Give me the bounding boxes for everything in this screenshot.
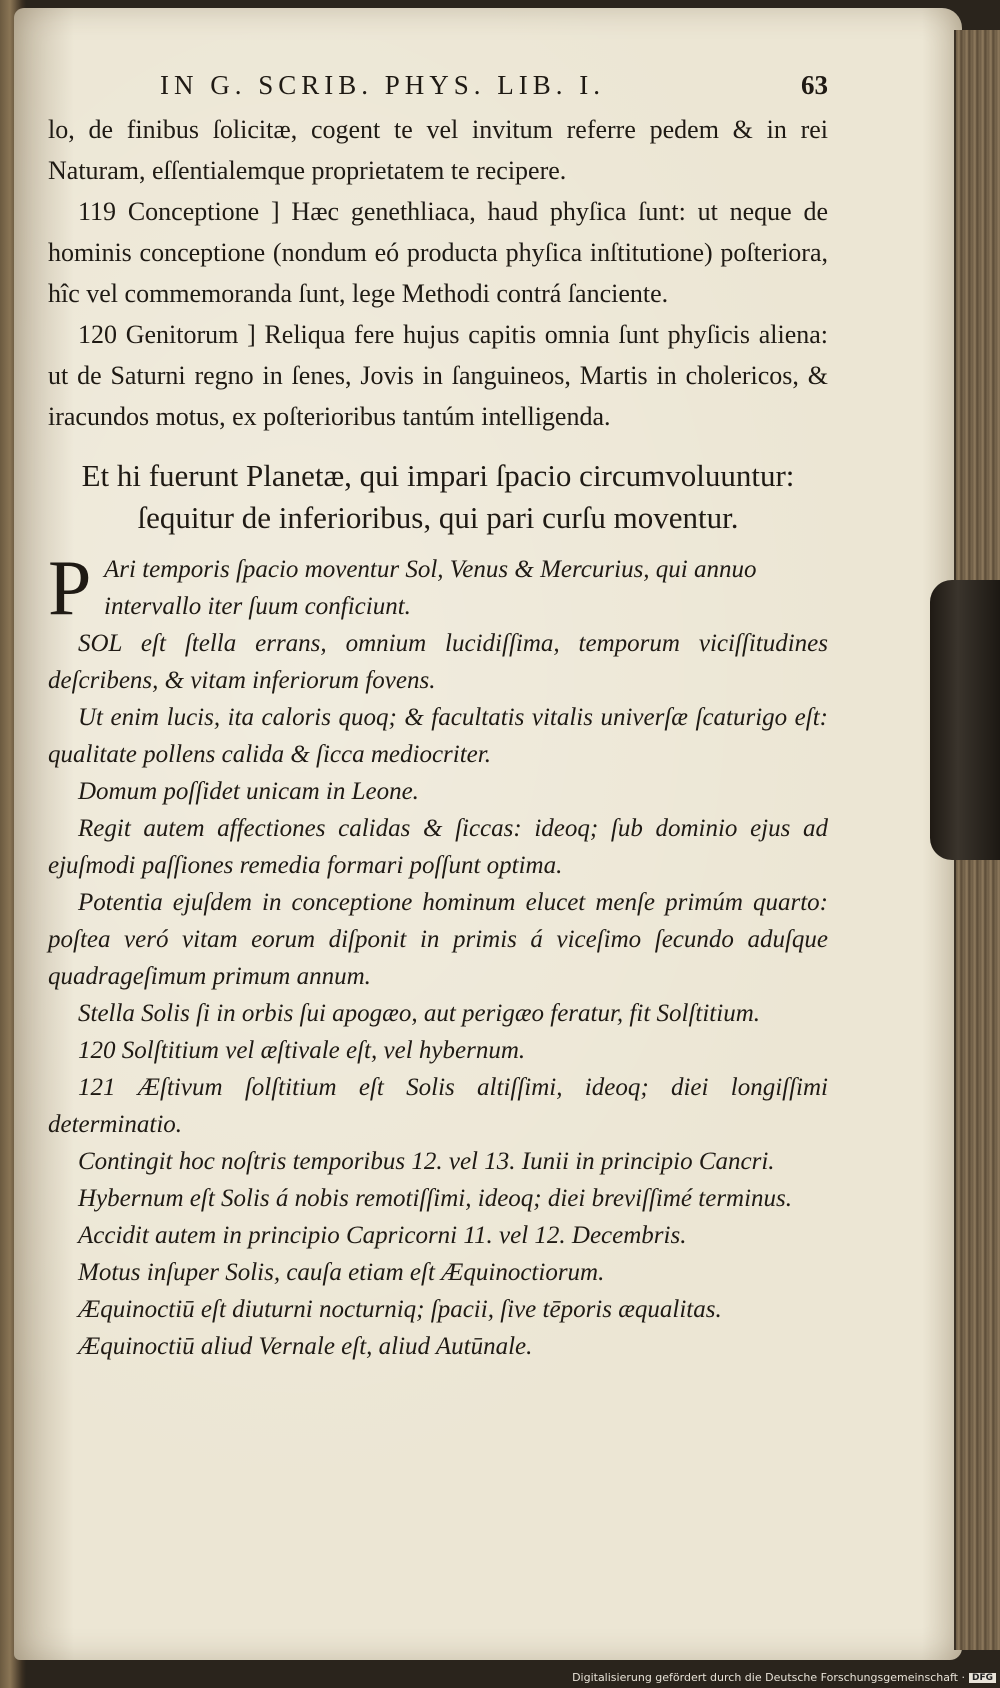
digitization-credit (572, 1671, 996, 1684)
drop-cap: P (48, 544, 92, 631)
paragraph-16: Motus inſuper Solis, cauſa etiam eſt Æquinoctiorum. (78, 1259, 605, 1286)
paragraph-10: Stella Solis ſi in orbis ſui apogæo, aut perigæo feratur, fit Solſtitium. (78, 1000, 760, 1027)
dfg-logo-icon: DFG (969, 1673, 996, 1683)
paragraph-12: 121 Æſtivum ſolſtitium eſt Solis altiſſimi, ideoq; diei longiſſimi determinatio. (48, 1074, 828, 1138)
running-head (160, 70, 828, 101)
paragraph-9: Potentia ejuſdem in conceptione hominum elucet menſe primúm quarto: poſtea veró vitam eorum diſponit in primis á viceſimo ſecundo aduſque quadrageſimum primum annum. (48, 889, 828, 990)
paragraph-18: Æquinoctiū aliud Vernale eſt, aliud Autūnale. (78, 1333, 533, 1360)
running-head-title: IN G. SCRIB. PHYS. LIB. I. (160, 70, 606, 100)
paragraph-11: 120 Solſtitium vel æſtivale eſt, vel hybernum. (78, 1037, 526, 1064)
credit-text: Digitalisierung gefördert durch die Deutsche Forschungsgemeinschaft · (572, 1671, 965, 1684)
paragraph-2: 119 Conceptione ] Hæc genethliaca, haud phyſica ſunt: ut neque de hominis conceptione (nondum eó producta phyſica inſtitutione) poſteriora, hîc vel commemoranda ſunt, lege Methodi contrá ſanciente. (48, 197, 828, 308)
page-number: 63 (801, 70, 828, 100)
page-content (48, 70, 828, 1365)
paragraph-15: Accidit autem in principio Capricorni 11. vel 12. Decembris. (78, 1222, 687, 1249)
paragraph-8: Regit autem affectiones calidas & ſiccas: ideoq; ſub dominio ejus ad ejuſmodi paſſiones remedia formari poſſunt optima. (48, 815, 828, 879)
paragraph-5: SOL eſt ſtella errans, omnium lucidiſſima, temporum viciſſitudines deſcribens, & vitam inferiorum fovens. (48, 630, 828, 694)
paragraph-14: Hybernum eſt Solis á nobis remotiſſimi, ideoq; diei breviſſimé terminus. (78, 1185, 793, 1212)
paragraph-3: 120 Genitorum ] Reliqua fere hujus capitis omnia ſunt phyſicis aliena: ut de Saturni regno in ſenes, Jovis in ſanguineos, Martis in cholericos, & iracundos motus, ex poſterioribus tantúm intelligenda. (48, 320, 828, 431)
paragraph-13: Contingit hoc noſtris temporibus 12. vel 13. Iunii in principio Cancri. (78, 1148, 775, 1175)
opening-paragraph (48, 544, 828, 631)
book-clamp (930, 580, 1000, 860)
paper-sheet (14, 8, 962, 1660)
paragraph-17: Æquinoctiū eſt diuturni nocturniq; ſpacii, ſive tēporis æqualitas. (78, 1296, 722, 1323)
paragraph-1: lo, de finibus ſolicitæ, cogent te vel invitum referre pedem & in rei Naturam, eſſentialemque proprietatem te recipere. (48, 115, 828, 185)
paragraph-6: Ut enim lucis, ita caloris quoq; & facultatis vitalis univerſæ ſcaturigo eſt: qualitate pollens calida & ſicca mediocriter. (48, 704, 828, 768)
opening-paragraph-text: Ari temporis ſpacio moventur Sol, Venus & Mercurius, qui annuo intervallo iter ſuum conficiunt. (104, 556, 757, 620)
paragraph-7: Domum poſſidet unicam in Leone. (78, 778, 419, 805)
section-heading: Et hi fuerunt Planetæ, qui impari ſpacio circumvoluuntur: ſequitur de inferioribus, qui pari curſu moventur. (81, 458, 795, 535)
